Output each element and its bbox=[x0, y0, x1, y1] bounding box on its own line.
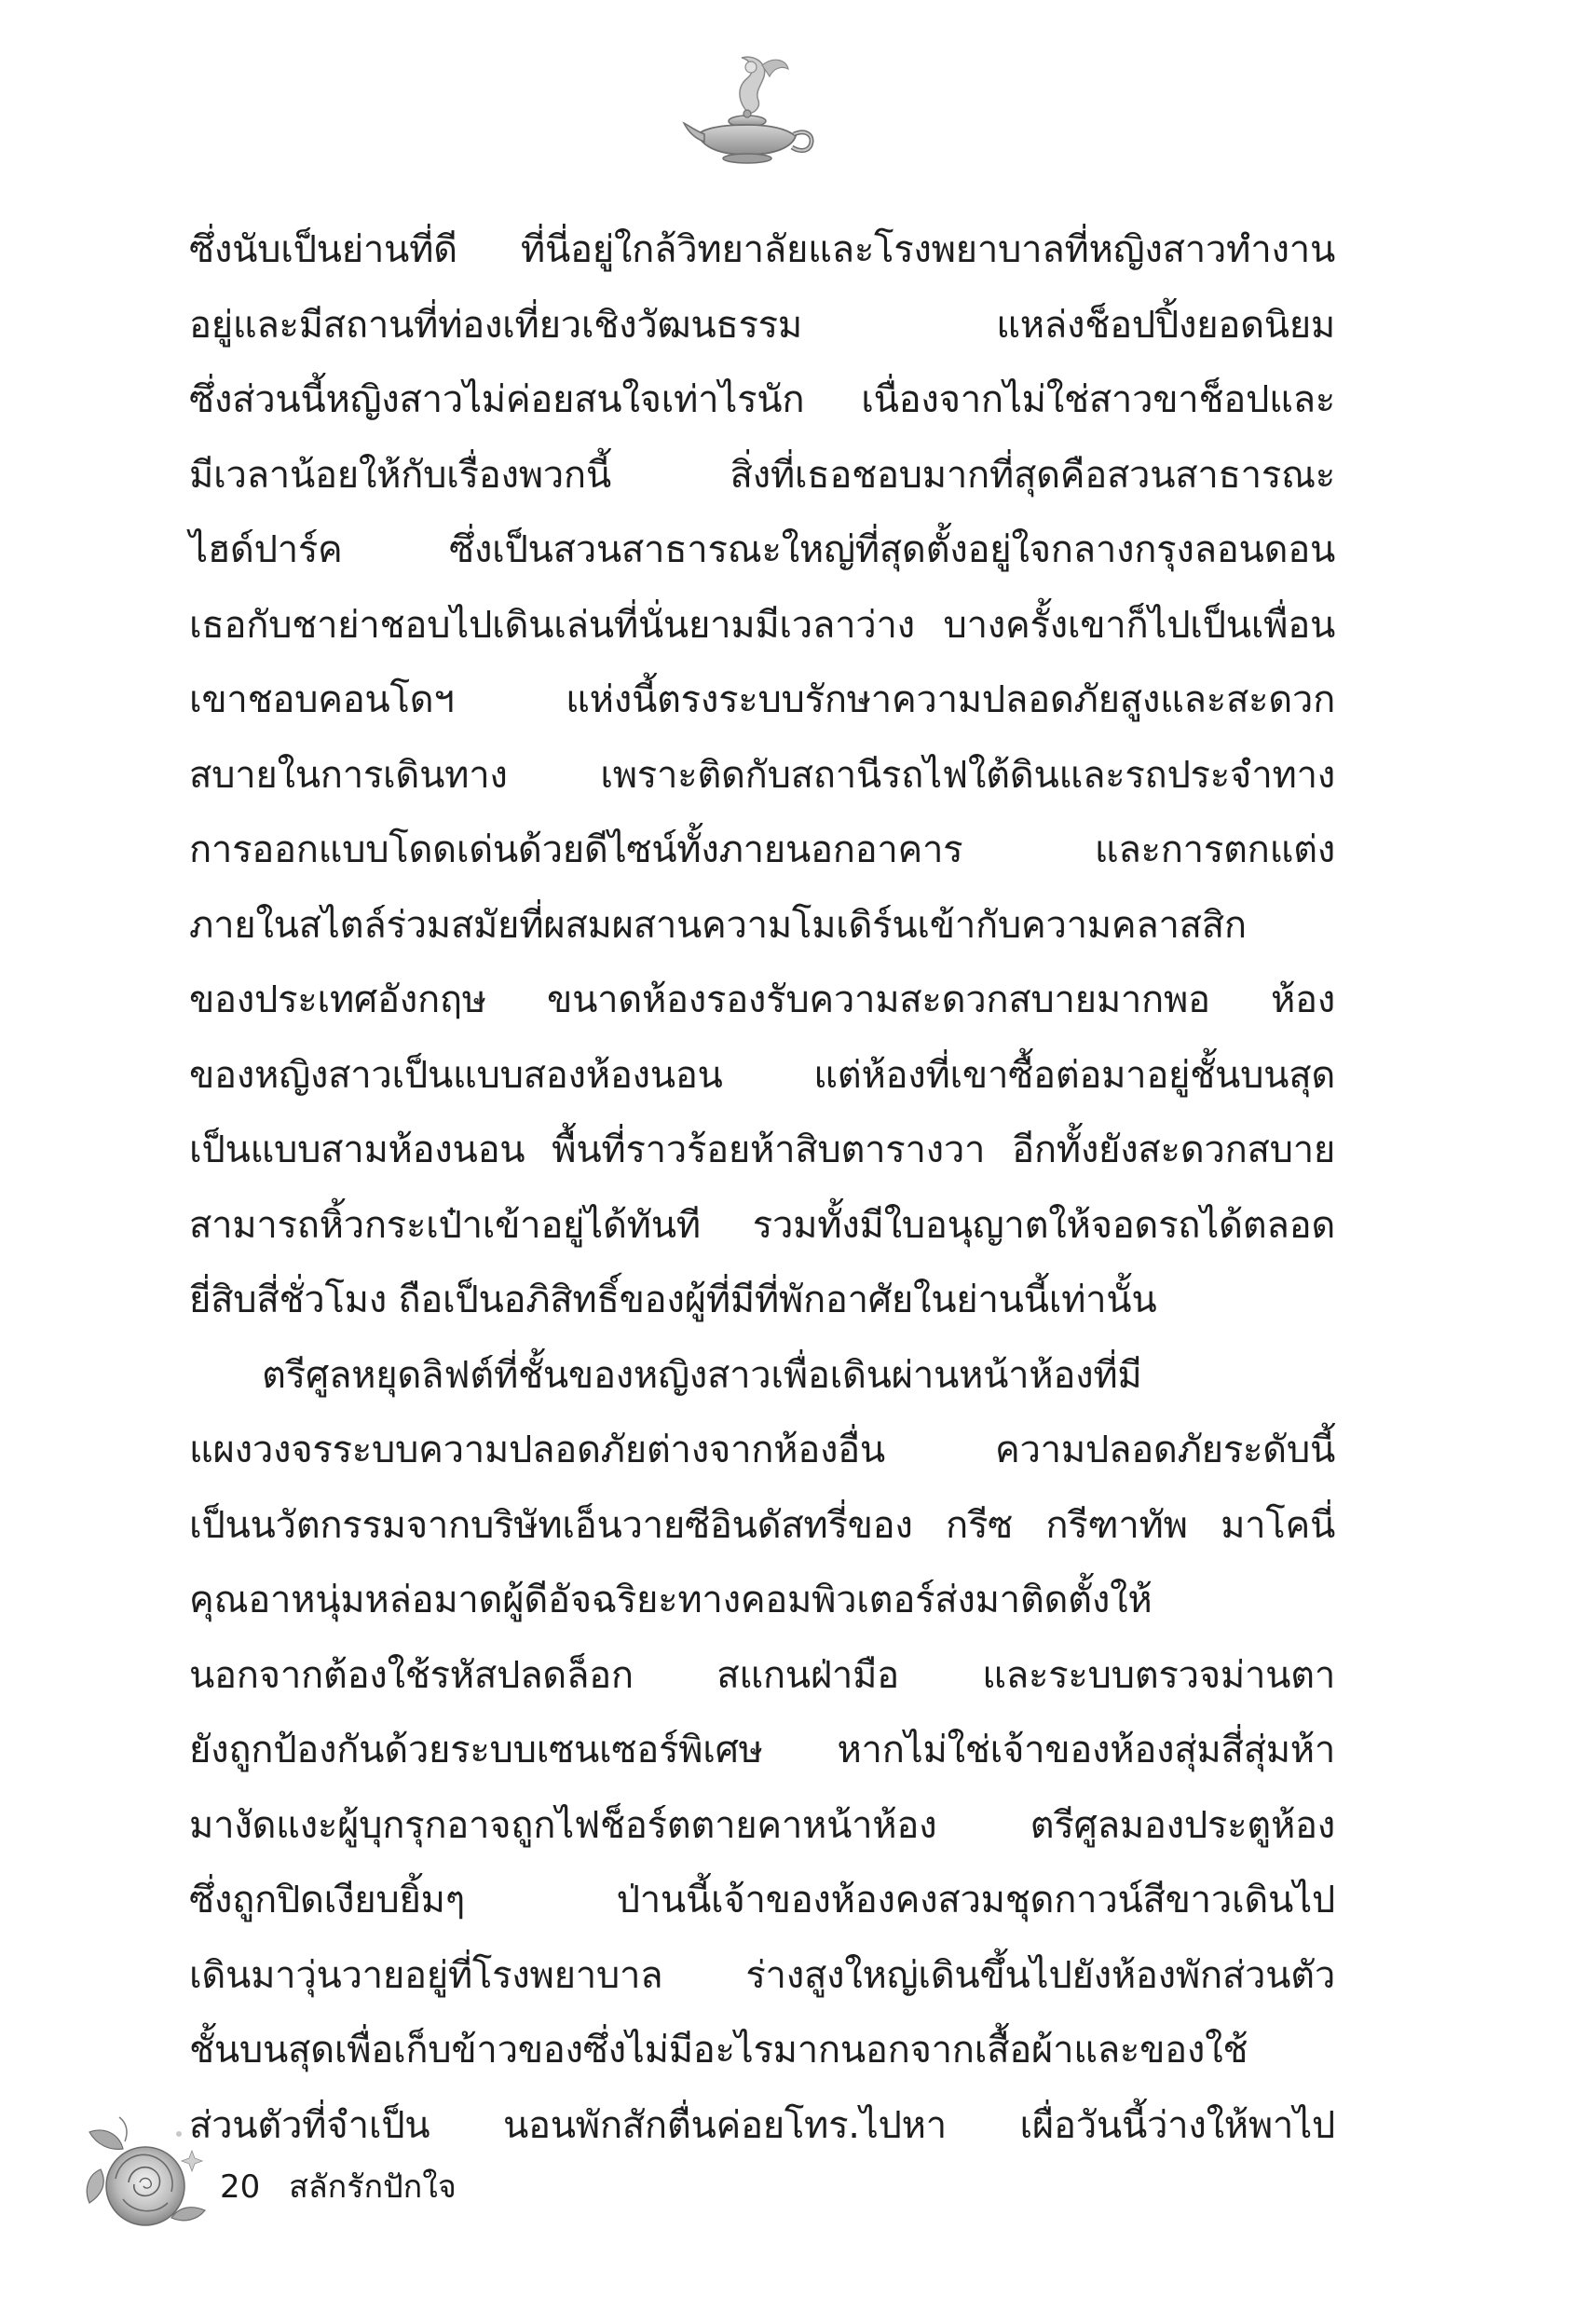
text-line: การออกแบบโดดเด่นด้วยดีไซน์ทั้งภายนอกอาคาร และการตกแต่ง bbox=[189, 828, 1335, 871]
text-line: สบายในการเดินทาง เพราะติดกับสถานีรถไฟใต้ดินและรถประจำทาง bbox=[189, 753, 1335, 797]
page-footer bbox=[82, 2113, 641, 2244]
text-line: แผงวงจรระบบความปลอดภัยต่างจากห้องอื่น ความปลอดภัยระดับนี้ bbox=[189, 1429, 1335, 1471]
text-line: เขาชอบคอนโดฯ แห่งนี้ตรงระบบรักษาความปลอดภัยสูงและสะดวก bbox=[189, 678, 1335, 721]
text-line: ส่วนตัวที่จำเป็น นอนพักสักตื่นค่อยโทร.ไปหา เผื่อวันนี้ว่างให้พาไป bbox=[189, 2103, 1335, 2147]
text-line: คุณอาหนุ่มหล่อมาดผู้ดีอัจฉริยะทางคอมพิวเตอร์ส่งมาติดตั้งให้ bbox=[189, 1579, 1153, 1621]
text-line: เป็นแบบสามห้องนอน พื้นที่ราวร้อยห้าสิบตารางวา อีกทั้งยังสะดวกสบาย bbox=[189, 1128, 1335, 1171]
body-text bbox=[189, 212, 1335, 2147]
rose-icon bbox=[82, 2113, 222, 2244]
text-line: ไฮด์ปาร์ค ซึ่งเป็นสวนสาธารณะใหญ่ที่สุดตั้งอยู่ใจกลางกรุงลอนดอน bbox=[189, 528, 1335, 571]
text-line: ภายในสไตล์ร่วมสมัยที่ผสมผสานความโมเดิร์นเข้ากับความคลาสสิก bbox=[189, 903, 1247, 947]
text-line: เดินมาวุ่นวายอยู่ที่โรงพยาบาล ร่างสูงใหญ่เดินขึ้นไปยังห้องพักส่วนตัว bbox=[189, 1953, 1335, 1997]
text-line: ยี่สิบสี่ชั่วโมง ถือเป็นอภิสิทธิ์ของผู้ที่มีที่พักอาศัยในย่านนี้เท่านั้น bbox=[189, 1279, 1157, 1321]
footer-label bbox=[220, 2164, 457, 2210]
text-line: ของหญิงสาวเป็นแบบสองห้องนอน แต่ห้องที่เขาซื้อต่อมาอยู่ชั้นบนสุด bbox=[189, 1053, 1335, 1097]
text-line: เป็นนวัตกรรมจากบริษัทเอ็นวายซีอินดัสทรี่ของ กรีซ กรีฑาทัพ มาโคนี่ bbox=[189, 1503, 1335, 1547]
text-line: ของประเทศอังกฤษ ขนาดห้องรองรับความสะดวกสบายมากพอ ห้อง bbox=[189, 978, 1335, 1021]
text-line: อยู่และมีสถานที่ท่องเที่ยวเชิงวัฒนธรรม แหล่งช็อปปิ้งยอดนิยม bbox=[189, 303, 1335, 347]
text-line: มางัดแงะผู้บุกรุกอาจถูกไฟช็อร์ตตายคาหน้าห้อง ตรีศูลมองประตูห้อง bbox=[189, 1803, 1335, 1847]
book-title: สลักรักปักใจ bbox=[289, 2168, 457, 2206]
text-line: ยังถูกป้องกันด้วยระบบเซนเซอร์พิเศษ หากไม่ใช่เจ้าของห้องสุ่มสี่สุ่มห้า bbox=[189, 1729, 1335, 1771]
text-line: เธอกับชาย่าชอบไปเดินเล่นที่นั่นยามมีเวลาว่าง บางครั้งเขาก็ไปเป็นเพื่อน bbox=[189, 603, 1335, 647]
text-line: ซึ่งนับเป็นย่านที่ดี ที่นี่อยู่ใกล้วิทยาลัยและโรงพยาบาลที่หญิงสาวทำงาน bbox=[189, 228, 1335, 271]
text-line-paragraph-start: ตรีศูลหยุดลิฟต์ที่ชั้นของหญิงสาวเพื่อเดินผ่านหน้าห้องที่มี bbox=[262, 1353, 1142, 1397]
page-number: 20 bbox=[220, 2168, 261, 2206]
text-line: ชั้นบนสุดเพื่อเก็บข้าวของซึ่งไม่มีอะไรมากนอกจากเสื้อผ้าและของใช้ bbox=[189, 2029, 1248, 2072]
text-line: ซึ่งส่วนนี้หญิงสาวไม่ค่อยสนใจเท่าไรนัก เนื่องจากไม่ใช่สาวขาช็อปและ bbox=[189, 378, 1335, 421]
text-line: สามารถหิ้วกระเป๋าเข้าอยู่ได้ทันที รวมทั้งมีใบอนุญาตให้จอดรถได้ตลอด bbox=[189, 1203, 1335, 1247]
text-line: ซึ่งถูกปิดเงียบยิ้มๆ ป่านนี้เจ้าของห้องคงสวมชุดกาวน์สีขาวเดินไป bbox=[189, 1879, 1335, 1921]
genie-lamp-icon bbox=[682, 47, 822, 168]
text-line: นอกจากต้องใช้รหัสปลดล็อก สแกนฝ่ามือ และระบบตรวจม่านตา bbox=[189, 1653, 1335, 1697]
text-line: มีเวลาน้อยให้กับเรื่องพวกนี้ สิ่งที่เธอชอบมากที่สุดคือสวนสาธารณะ bbox=[189, 453, 1335, 497]
